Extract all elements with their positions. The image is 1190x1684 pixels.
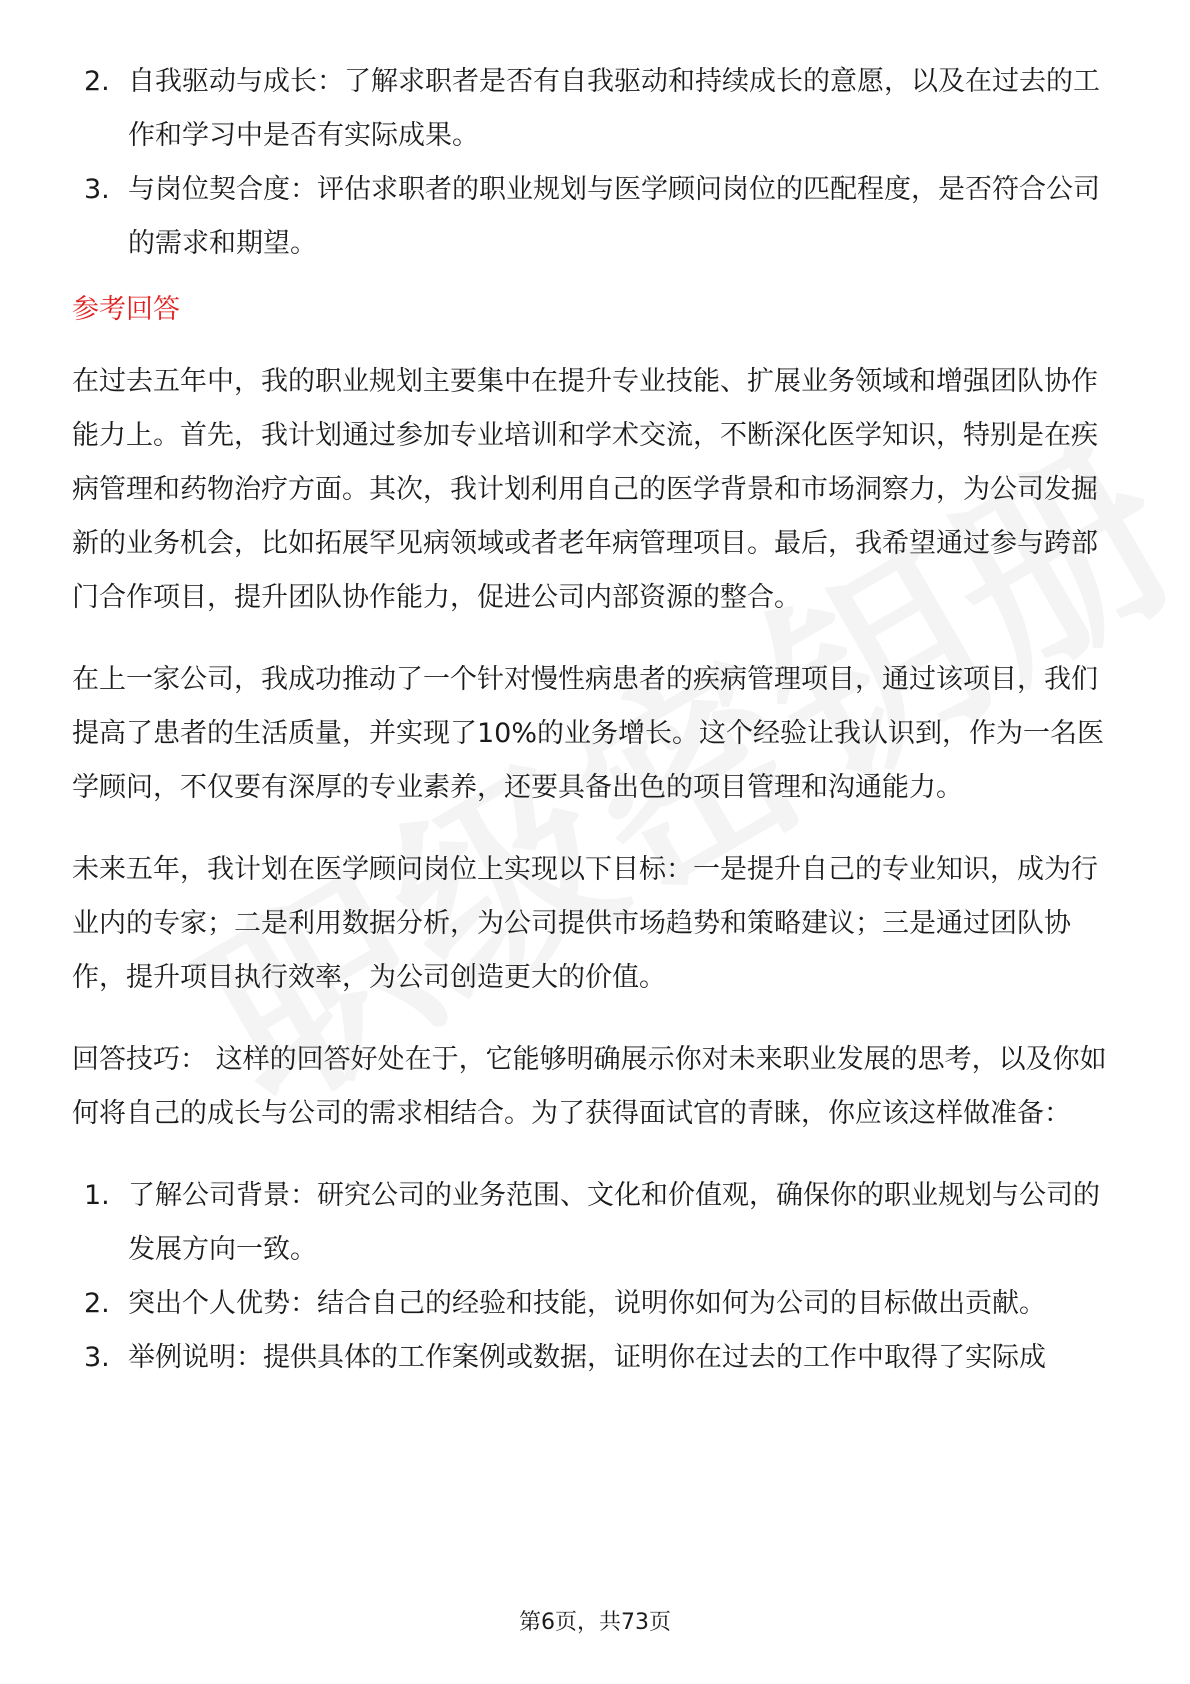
list-item-text: 自我驱动与成长：了解求职者是否有自我驱动和持续成长的意愿，以及在过去的工作和学习中是否有实际成果。 [128,66,1100,151]
list-item-text: 突出个人优势：结合自己的经验和技能，说明你如何为公司的目标做出贡献。 [128,1288,1046,1319]
list-item-number: 3. [84,174,110,205]
page-footer: 第6页，共73页 [519,1610,671,1635]
criteria-list [72,55,1122,271]
list-item [72,1331,1122,1385]
list-item [72,1169,1122,1277]
section-title: 参考回答 [72,294,180,325]
list-item-text: 与岗位契合度：评估求职者的职业规划与医学顾问岗位的匹配程度，是否符合公司的需求和期望。 [128,174,1100,259]
paragraph: 在过去五年中，我的职业规划主要集中在提升专业技能、扩展业务领域和增强团队协作能力上。首先，我计划通过参加专业培训和学术交流，不断深化医学知识，特别是在疾病管理和药物治疗方面。其次，我计划利用自己的医学背景和市场洞察力，为公司发掘新的业务机会，比如拓展罕见病领域或者老年病管理项目。最后，我希望通过参与跨部门合作项目，提升团队协作能力，促进公司内部资源的整合。 [72,366,1098,613]
list-item-number: 2. [84,1288,110,1319]
list-item [72,1277,1122,1331]
paragraph: 回答技巧： 这样的回答好处在于，它能够明确展示你对未来职业发展的思考，以及你如何将自己的成长与公司的需求相结合。为了获得面试官的青睐，你应该这样做准备： [72,1044,1107,1129]
list-item-text: 举例说明：提供具体的工作案例或数据，证明你在过去的工作中取得了实际成 [128,1342,1046,1373]
paragraph: 未来五年，我计划在医学顾问岗位上实现以下目标：一是提升自己的专业知识，成为行业内的专家；二是利用数据分析，为公司提供市场趋势和策略建议；三是通过团队协作，提升项目执行效率，为公司创造更大的价值。 [72,854,1098,993]
list-item-number: 3. [84,1342,110,1373]
tips-list [72,1169,1122,1385]
list-item [72,55,1122,163]
list-item-number: 1. [84,1180,110,1211]
list-item-number: 2. [84,66,110,97]
list-item-text: 了解公司背景：研究公司的业务范围、文化和价值观，确保你的职业规划与公司的发展方向一致。 [128,1180,1100,1265]
list-item [72,163,1122,271]
paragraph: 在上一家公司，我成功推动了一个针对慢性病患者的疾病管理项目，通过该项目，我们提高了患者的生活质量，并实现了10%的业务增长。这个经验让我认识到，作为一名医学顾问，不仅要有深厚的专业素养，还要具备出色的项目管理和沟通能力。 [72,664,1105,803]
page-content [72,55,1122,1385]
